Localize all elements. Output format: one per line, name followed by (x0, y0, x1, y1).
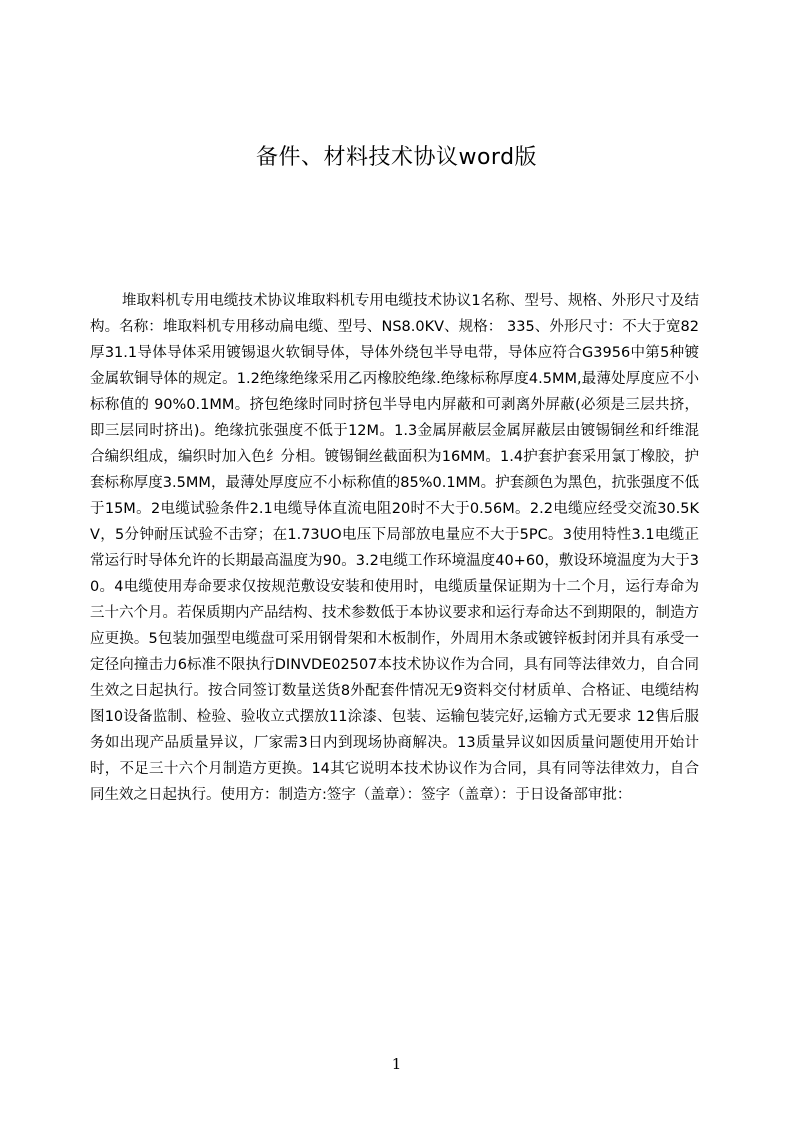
page-number: 1 (391, 1055, 402, 1073)
document-title: 备件、材料技术协议word版 (255, 145, 538, 170)
document-body-paragraph: 堆取料机专用电缆技术协议堆取料机专用电缆技术协议1名称、型号、规格、外形尺寸及结构。名称：堆取料机专用移动扁电缆、型号、NS8.0KV、规格： 335、外形尺寸：不大于宽82厚31.1导体导体采用镀锡退火软铜导体，导体外绕包半导电带，导体应符合G3956中第5种镀金属软铜导体的规定。1.2绝缘绝缘采用乙丙橡胶绝缘.绝缘标称厚度4.5MM,最薄处厚度应不小标称值的 90%0.1MM。挤包绝缘时同时挤包半导电内屏蔽和可剥离外屏蔽(必须是三层共挤，即三层同时挤出)。绝缘抗张强度不低于12M。1.3金属屏蔽层金属屏蔽层由镀锡铜丝和纤维混合编织组成，编织时加入色纟分相。镀锡铜丝截面积为16MM。1.4护套护套采用氯丁橡胶，护套标称厚度3.5MM，最薄处厚度应不小标称值的85%0.1MM。护套颜色为黑色，抗张强度不低于15M。2电缆试验条件2.1电缆导体直流电阻20时不大于0.56M。2.2电缆应经受交流30.5KV，5分钟耐压试验不击穿；在1.73UO电压下局部放电量应不大于5PC。3使用特性3.1电缆正常运行时导体允许的长期最高温度为90。3.2电缆工作环境温度40+60，敷设环境温度为大于30。4电缆使用寿命要求仅按规范敷设安装和使用时，电缆质量保证期为十二个月，运行寿命为三十六个月。若保质期内产品结构、技术参数低于本协议要求和运行寿命达不到期限的，制造方应更换。5包装加强型电缆盘可采用钢骨架和木板制作，外周用木条或镀锌板封闭并具有承受一定径向撞击力6标准不限执行DINVDE02507本技术协议作为合同，具有同等法律效力，自合同生效之日起执行。按合同签订数量送货8外配套件情况无9资料交付材质单、合格证、电缆结构图10设备监制、检验、验收立式摆放11涂漆、包装、运输包装完好,运输方式无要求 12售后服务如出现产品质量异议，厂家需3日内到现场协商解决。13质量异议如因质量问题使用开始计时，不足三十六个月制造方更换。14其它说明本技术协议作为合同，具有同等法律效力，自合同生效之日起执行。使用方：制造方:签字（盖章）：签字（盖章）：于日设备部审批： (90, 293, 699, 803)
